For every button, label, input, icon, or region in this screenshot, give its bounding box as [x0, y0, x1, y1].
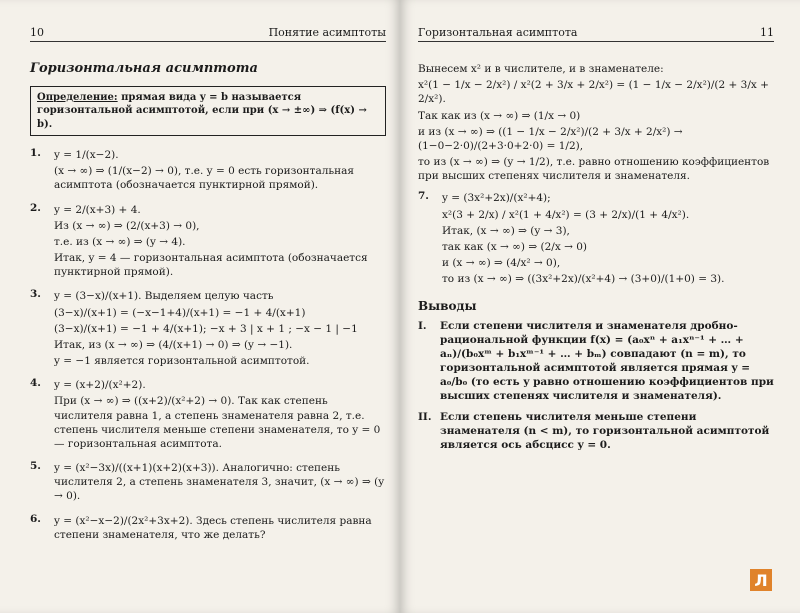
- example-number: 7.: [418, 190, 429, 203]
- example-7: [418, 189, 774, 288]
- example-line: y = (x²−x−2)/(2x²+3x+2). Здесь степень числителя равна степени знаменателя, что же делать?: [54, 514, 372, 541]
- example-line: y = 2/(x+3) + 4.: [54, 203, 141, 216]
- example-line: и (x → ∞) ⇒ (4/x² → 0),: [442, 257, 561, 270]
- left-page-number: 10: [30, 26, 44, 39]
- example-line: так как (x → ∞) ⇒ (2/x → 0): [442, 240, 587, 253]
- conclusion-number: I.: [418, 319, 427, 332]
- intro-line: то из (x → ∞) ⇒ (y → 1/2), т.е. равно отношению коэффициентов при высших степенях числителя и знаменателя.: [418, 156, 770, 183]
- right-page: [400, 0, 800, 613]
- example-number: 2.: [30, 201, 41, 214]
- example-line: то из (x → ∞) ⇒ ((3x²+2x)/(x²+4) → (3+0)/(1+0) = 3).: [442, 273, 725, 286]
- intro-line: Так как из (x → ∞) ⇒ (1/x → 0): [418, 109, 581, 122]
- conclusion-2: [418, 410, 774, 453]
- intro-line: Вынесем x² и в числителе, и в знаменателе:: [418, 63, 664, 75]
- example-line: y = −1 является горизонтальной асимптотой.: [54, 355, 310, 368]
- example-number: 3.: [30, 288, 41, 301]
- example-line: y = (3x²+2x)/(x²+4);: [442, 192, 551, 205]
- definition-text: прямая вида y = b называется горизонтальной асимптотой, если при (x → ±∞) ⇒ (f(x) → b).: [37, 91, 367, 130]
- left-running-head: [30, 26, 386, 42]
- example-line: y = (x²−3x)/((x+1)(x+2)(x+3)). Аналогично: степень числителя 2, а степень знаменателя 3, значит, (x → ∞) ⇒ (y → 0).: [54, 462, 385, 503]
- conclusion-text: Если степени числителя и знаменателя дробно-рациональной функции f(x) = (a₀xⁿ + a₁xⁿ⁻¹ + … + aₙ)/(b₀xᵐ + b₁xᵐ⁻¹ + … + bₘ) совпадают (n = m), то горизонтальной асимптотой является прямая y = a₀/b₀ (то есть y равно отношению коэффициентов при высших степенях числителя и знаменателя).: [440, 319, 774, 403]
- example-line: При (x → ∞) ⇒ ((x+2)/(x²+2) → 0). Так как степень числителя равна 1, а степень знаменателя равна 2, т.е. степень числителя меньше степени знаменателя, то y = 0 — горизонтальная асимптота.: [54, 395, 381, 450]
- example-line: т.е. из (x → ∞) ⇒ (y → 4).: [54, 235, 186, 248]
- example-6: [30, 512, 386, 544]
- right-content: [418, 60, 774, 458]
- intro-line: и из (x → ∞) ⇒ ((1 − 1/x − 2/x²)/(2 + 3/x + 2/x²) → (1−0−2·0)/(2+3·0+2·0) = 1/2),: [418, 125, 683, 152]
- example-1: [30, 146, 386, 195]
- example-5: [30, 459, 386, 506]
- left-running-title: Понятие асимптоты: [268, 26, 386, 39]
- example-number: 1.: [30, 147, 41, 160]
- conclusions-title: Выводы: [418, 299, 477, 314]
- right-running-head: [418, 26, 774, 42]
- example-line: (3−x)/(x+1) = (−x−1+4)/(x+1) = −1 + 4/(x+1): [54, 306, 306, 319]
- example-number: 4.: [30, 377, 41, 390]
- example-line: (3−x)/(x+1) = −1 + 4/(x+1); −x + 3 | x + 1 ; −x − 1 | −1: [54, 322, 358, 335]
- publisher-logo-icon: Л: [750, 569, 772, 591]
- left-content: [30, 60, 386, 550]
- example-line: y = (3−x)/(x+1). Выделяем целую часть: [54, 290, 274, 303]
- example-line: y = (x+2)/(x²+2).: [54, 379, 146, 392]
- conclusion-number: II.: [418, 410, 432, 423]
- example-line: y = 1/(x−2).: [54, 149, 119, 162]
- example-3: [30, 287, 386, 370]
- example-number: 5.: [30, 460, 41, 473]
- example-line: (x → ∞) ⇒ (1/(x−2) → 0), т.е. y = 0 есть горизонтальная асимптота (обозначается пунктирной прямой).: [54, 165, 354, 192]
- definition-head: Определение:: [37, 91, 118, 103]
- intro-line: x²(1 − 1/x − 2/x²) / x²(2 + 3/x + 2/x²) = (1 − 1/x − 2/x²)/(2 + 3/x + 2/x²).: [418, 79, 769, 106]
- example-line: Итак, из (x → ∞) ⇒ (4/(x+1) → 0) ⇒ (y → −1).: [54, 338, 293, 351]
- right-page-number: 11: [760, 26, 774, 39]
- example-line: Из (x → ∞) ⇒ (2/(x+3) → 0),: [54, 219, 200, 232]
- definition-box: [30, 86, 386, 137]
- example-2: [30, 201, 386, 282]
- right-running-title: Горизонтальная асимптота: [418, 26, 578, 39]
- example-line: Итак, (x → ∞) ⇒ (y → 3),: [442, 224, 570, 237]
- example-4: [30, 376, 386, 453]
- section-title: Горизонтальная асимптота: [30, 61, 258, 76]
- example-number: 6.: [30, 512, 41, 525]
- example-line: Итак, y = 4 — горизонтальная асимптота (обозначается пунктирной прямой).: [54, 252, 368, 279]
- conclusion-1: [418, 319, 774, 404]
- example-line: x²(3 + 2/x) / x²(1 + 4/x²) = (3 + 2/x)/(1 + 4/x²).: [442, 208, 690, 221]
- conclusion-text: Если степень числителя меньше степени знаменателя (n < m), то горизонтальной асимптотой является ось абсцисс y = 0.: [440, 410, 770, 451]
